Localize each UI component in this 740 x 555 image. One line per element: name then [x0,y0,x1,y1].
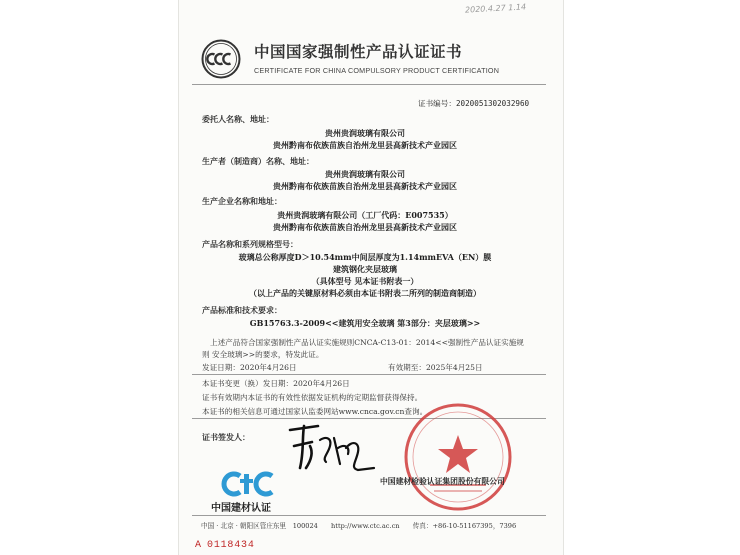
certificate-title-english: CERTIFICATE FOR CHINA COMPULSORY PRODUCT CERTIFICATION [254,66,500,75]
footer-divider [192,515,546,516]
certificate-number: 证书编号：2020051302032960 [418,99,530,108]
product-line-2: 建筑钢化夹层玻璃 [333,264,397,274]
standard-label: 产品标准和技术要求： [202,305,282,315]
serial-number [195,540,255,551]
applicant-name: 贵州贵润玻璃有限公司 [325,128,405,138]
ccc-logo-icon [201,39,241,79]
factory-name: 贵州贵润玻璃有限公司（工厂代码：E007535） [277,210,453,220]
issuing-organization: 中国建材检验认证集团股份有限公司 [380,477,505,486]
official-seal-icon [402,401,514,513]
certificate-title: 中国国家强制性产品认证证书 [254,43,463,61]
factory-address: 贵州黔南布依族苗族自治州龙里县高新技术产业园区 [273,222,457,232]
signature-icon [280,418,380,480]
product-line-4: （以上产品的关键原材料必须由本证书附表二所列的制造商制造） [249,288,481,298]
applicant-label: 委托人名称、地址： [202,114,274,124]
dates-divider [192,374,546,375]
standard-value: GB15763.3-2009<<建筑用安全玻璃 第3部分：夹层玻璃>> [249,318,481,328]
applicant-address: 贵州黔南布依族苗族自治州龙里县高新技术产业园区 [273,140,457,150]
product-line-1: 玻璃总公称厚度D＞10.54mm中间层厚度为1.14mmEVA（EN）膜 [238,252,492,262]
ctc-chinese-name: 中国建材认证 [211,503,271,514]
expiry-date: 有效期至：2025年4月25日 [388,363,483,372]
product-line-3: （具体型号 见本证书附表一） [311,276,419,286]
statement-line-1: 上述产品符合国家强制性产品认证实施规则CNCA-C13-01：2014<<强制性产品认证实施规 [210,338,524,347]
serial-prefix: A [195,540,202,551]
footer-address: 中国 · 北京 · 朝阳区管庄东里 100024 http://www.ctc.ac.cn 传真：+86-10-51167395，7396 [201,522,517,530]
manufacturer-label: 生产者（制造商）名称、地址： [202,156,314,166]
product-label: 产品名称和系列规格型号： [202,239,298,249]
manufacturer-address: 贵州黔南布依族苗族自治州龙里县高新技术产业园区 [273,181,457,191]
signatory-label: 证书签发人： [202,432,250,442]
manufacturer-name: 贵州贵润玻璃有限公司 [325,169,405,179]
header-divider [192,84,546,85]
serial-digits: 0118434 [207,540,255,551]
validity-note: 证书有效期内本证书的有效性依据发证机构的定期监督获得保持。 [202,393,423,402]
change-issue-date: 本证书变更（换）发日期：2020年4月26日 [202,379,350,388]
ctc-logo-icon [220,470,284,498]
handwritten-note: 2020.4.27 1.14 [464,2,527,15]
statement-line-2: 则 安全玻璃>>的要求，特发此证。 [202,350,324,359]
issue-date: 发证日期：2020年4月26日 [202,363,297,372]
factory-label: 生产企业名称和地址： [202,196,282,206]
query-note: 本证书的相关信息可通过国家认监委网站www.cnca.gov.cn查询。 [202,407,428,416]
